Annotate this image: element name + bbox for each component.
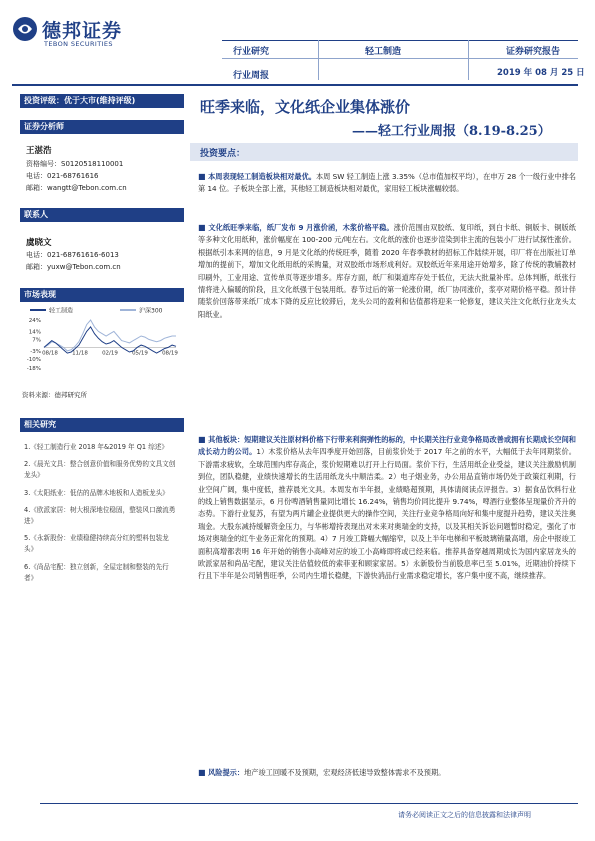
contact-section-head: 联系人 [20, 208, 184, 222]
footer-rule [40, 803, 578, 804]
bullet-1-body: 本周 SW 轻工制造上涨 3.35%（总市值加权平均），在申万 28 个一级行业中排名第 14 位。子板块全部上涨，其他轻工制造板块相对最优，家用轻工板块涨幅较弱。 [198, 172, 576, 194]
x-tick-label: 05/19 [132, 350, 148, 357]
legend-label: 沪深300 [139, 307, 163, 315]
series-line [44, 327, 176, 353]
report-title: 旺季来临，文化纸企业集体涨价 [200, 98, 411, 116]
contact-name: 虞晓文 [26, 238, 52, 248]
industry-label: 轻工制造 [365, 47, 402, 57]
analyst-name: 王湛浩 [26, 146, 52, 156]
x-tick-label: 02/19 [102, 350, 118, 357]
y-tick-label: 7% [32, 337, 41, 344]
y-tick-label: 24% [28, 318, 41, 324]
rating-bar: 投资评级：优于大市(维持评级) [20, 94, 184, 108]
report-type: 行业研究 [233, 47, 270, 57]
bullet-2 [198, 222, 576, 321]
related-list [24, 442, 178, 584]
analyst-section-head: 证券分析师 [20, 120, 184, 134]
bullet-square-icon: ■ [198, 435, 209, 444]
market-chart-svg [20, 304, 180, 382]
header-divider [468, 40, 469, 80]
analyst-license: 资格编号：S0120518110001 [26, 160, 124, 168]
report-date: 2019 年 08 月 25 日 [497, 68, 585, 78]
legend-label: 轻工制造 [49, 307, 74, 315]
bullet-3 [198, 434, 576, 583]
brand-name-en: TEBON SECURITIES [44, 40, 113, 48]
market-chart [20, 304, 180, 382]
brand-name: 德邦证券 [42, 20, 123, 42]
header-divider [222, 58, 578, 59]
bullet-4-lead: 风险提示： [208, 768, 245, 777]
bullet-3-body: 1）木浆价格从去年四季度开始回落，目前浆价处于 2017 年之前的水平，大幅低于去年同期浆价。下游需求疲软，全球范围内库存高企，浆价短期难以打开上行局面。浆价下行，生活用纸企业受益，建议关注激励机制到位，团队稳健，业绩快速增长的生活用纸龙头中顺洁柔。2）电子烟业务，办公用品直销市场仍处于政策红利期，行业空间广阔，集中度低，推荐晨光文具。本周发布半年报，业绩略超预期，具体请阅读点评报告。3）据食品饮料行业的线上销售数据显示，6 月份啤酒销售量同比增长 16.24%，销售均价同比提升 9.74%，啤酒行业整体呈现量价齐升的态势。下游行业复苏，有望为两片罐企业提供更大的操作空间，关注行业竞争格局向好和集中度提升趋势，建议关注奥瑞金。大股东减持缓解资金压力，与华彬增持表现出对未来对奥瑞金的支持，以及其相关诉讼问题暂时稳定，强化了市场对奥瑞金的红牛业务正常化的预期。4）7 月竣工降幅大幅缩窄，以及上半年电梯和平板玻璃销量高增，房企中报竣工面积高增都表明 16 年开始的销售小高峰对应的竣工小高峰即将或已经来临。推荐具备穿越周期成长为国内家居龙头的欧派家居和尚品宅配，建议关注估值较低的索菲亚和顾家家居。5）永新股份当前股息率已至 5.01%，近期油价持续下行且下半年是公司销售旺季，公司内生增长稳健，下游快消品行业需求稳定增长，客户集中度不高，继续推荐。 [198, 447, 576, 581]
x-tick-label: 08/18 [42, 350, 58, 357]
key-points-head [190, 143, 578, 161]
report-subtitle: ——轻工行业周报（8.19-8.25） [352, 124, 551, 139]
bullet-4 [198, 767, 576, 779]
footer-disclaimer: 请务必阅读正文之后的信息披露和法律声明 [398, 811, 531, 819]
bullet-square-icon: ■ [198, 223, 209, 232]
x-tick-label: 08/19 [162, 350, 178, 357]
related-section-head: 相关研究 [20, 418, 184, 432]
y-tick-label: 14% [28, 329, 41, 336]
related-item[interactable]: 1.《轻工制造行业 2018 年&2019 年 Q1 综述》 [24, 443, 168, 451]
contact-email[interactable]: 邮箱：yuxw@Tebon.com.cn [26, 263, 121, 271]
contact-phone: 电话：021-68761616-6013 [26, 251, 119, 259]
header-divider [318, 40, 319, 80]
key-points-label: 投资要点： [200, 149, 246, 159]
analyst-email[interactable]: 邮箱：wangtt@Tebon.com.cn [26, 184, 127, 192]
related-item[interactable]: 6.《尚品宅配：独立创新，全屋定制和整装的先行者》 [24, 562, 169, 582]
report-category: 证券研究报告 [506, 47, 561, 57]
related-item[interactable]: 4.《欧派家居：树大根深地位稳固，整装风口激流勇进》 [24, 505, 176, 526]
header-divider [222, 40, 578, 41]
bullet-square-icon: ■ [198, 768, 209, 777]
bullet-2-lead: 文化纸旺季来临，纸厂发布 9 月涨价函，木浆价格平稳。 [208, 223, 394, 232]
bullet-square-icon: ■ [198, 172, 209, 181]
report-kind: 行业周报 [233, 71, 270, 81]
analyst-phone: 电话：021-68761616 [26, 172, 99, 180]
related-item[interactable]: 2.《晨光文具：整合创意价值和服务优势的文具文创龙头》 [24, 460, 176, 480]
bullet-1-lead: 本周表现轻工制造板块相对最优。 [208, 172, 316, 181]
related-item[interactable]: 5.《永新股份：业绩稳健持续高分红的塑料包装龙头》 [24, 534, 169, 554]
series-line [44, 320, 176, 351]
related-item[interactable]: 3.《太阳纸业：低估的品牌木地板和人造板龙头》 [24, 488, 169, 497]
x-tick-label: 11/18 [72, 350, 88, 357]
bullet-2-body: 涨价范围由双胶纸、复印纸，到白卡纸、铜版卡、铜版纸等多种文化用纸种，涨价幅度在 100-200 元/吨左右。文化纸的涨价也逐步渲染到非主流的包装小厂进行试探性涨价。根据纸引本来网的信息，9 月是文化纸的传统旺季，随着 2020 年春季教材的招标工作陆续开展，印厂将在出版社订单增加的提前下，增加文化纸用纸的采购量，对双胶纸市场形成利好。双胶纸近年来用途开始增多，除了传统的教辅教材印刷外，工业用途、宣传单页等逐步增多。库存方面，纸厂和渠道库存处于低位，无法大批量补库。总体判断，纸张行情将进入偏暖的阶段，且文化纸强于包装用纸。春节过后的第一轮涨价期，纸厂协同涨价，浆亭对期价格平稳。预计伴随浆价回落带来纸厂成本下降的反应比较滞后，龙头公司的盈利和估值都将迎来一轮修复，建议关注文化纸行业龙头太阳纸业。 [198, 223, 576, 319]
market-section-head: 市场表现 [20, 288, 184, 302]
bullet-4-body: 地产竣工回暖不及预期，宏观经济低速导致整体需求不及预期。 [244, 768, 446, 777]
brand-logo [12, 16, 38, 42]
y-tick-label: -3% [30, 348, 41, 355]
bullet-3-lead: 其他板块：短期建议关注原材料价格下行带来利润弹性的标的，中长期关注行业竞争格局改善或拥有长期成长空间和成长动力的公司。 [198, 435, 576, 457]
y-tick-label: -18% [26, 366, 41, 372]
bullet-1 [198, 171, 576, 196]
y-tick-label: -10% [26, 356, 41, 363]
header-rule [12, 84, 578, 86]
chart-source: 资料来源：德邦研究所 [22, 391, 87, 399]
